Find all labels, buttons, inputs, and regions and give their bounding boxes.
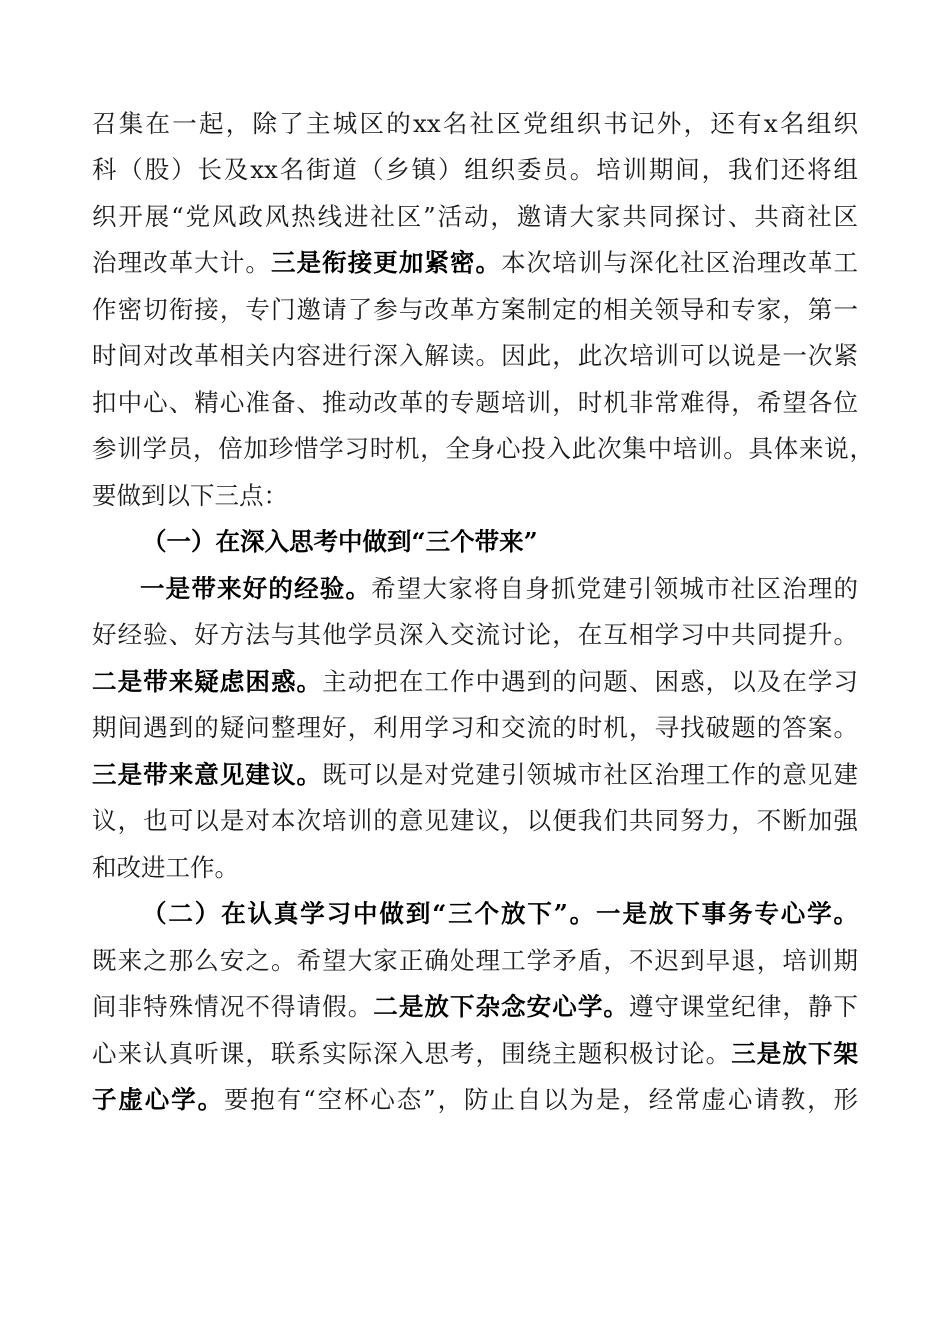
- point-heading: 子虚心学。: [92, 1085, 224, 1114]
- body-text-line: 要做到以下三点：: [92, 481, 288, 510]
- body-text-line: 织开展“党风政风热线进社区”活动，邀请大家共同探讨、共商社区: [92, 202, 858, 231]
- body-text-line: 既来之那么安之。希望大家正确处理工学矛盾，不迟到早退，培训期: [92, 946, 858, 975]
- point-heading: 三是衔接更加紧密。: [270, 248, 502, 277]
- body-text-line: 心来认真听课，联系实际深入思考，围绕主题积极讨论。三是放下架: [92, 1039, 859, 1068]
- body-text-line: 时间对改革相关内容进行深入解读。因此，此次培训可以说是一次紧: [92, 341, 858, 370]
- body-text-line: 治理改革大计。三是衔接更加紧密。本次培训与深化社区治理改革工: [92, 248, 859, 277]
- body-text-line: 作密切衔接，专门邀请了参与改革方案制定的相关领导和专家，第一: [92, 295, 858, 324]
- body-text-line: 二是带来疑虑困惑。主动把在工作中遇到的问题、困惑，以及在学习: [92, 667, 859, 696]
- body-text-line: 和改进工作。: [92, 853, 239, 882]
- body-text-line: 召集在一起，除了主城区的xx名社区党组织书记外，还有x名组织: [92, 109, 858, 138]
- section-heading-1: （一）在深入思考中做到“三个带来”: [142, 527, 538, 556]
- body-text-line: 参训学员，倍加珍惜学习时机，全身心投入此次集中培训。具体来说，: [92, 434, 874, 463]
- body-text-line: 好经验、好方法与其他学员深入交流讨论，在互相学习中共同提升。: [92, 620, 858, 649]
- body-text-line: 间非特殊情况不得请假。二是放下杂念安心学。遵守课堂纪律，静下: [92, 992, 859, 1021]
- section-heading-2: （二）在认真学习中做到“三个放下”。一是放下事务专心学。: [142, 899, 858, 928]
- point-heading: 一是带来好的经验。: [140, 574, 372, 603]
- body-text-line: 扣中心、精心准备、推动改革的专题培训，时机非常难得，希望各位: [92, 388, 858, 417]
- body-text-line: 科（股）长及xx名街道（乡镇）组织委员。培训期间，我们还将组: [92, 155, 858, 184]
- point-heading: 三是放下架: [731, 1039, 859, 1068]
- body-text-line: 三是带来意见建议。既可以是对党建引领城市社区治理工作的意见建: [92, 760, 859, 789]
- body-text-line: 议，也可以是对本次培训的意见建议，以便我们共同努力，不断加强: [92, 806, 858, 835]
- body-text-line: 一是带来好的经验。希望大家将自身抓党建引领城市社区治理的: [140, 574, 859, 603]
- body-text-line: 期间遇到的疑问整理好，利用学习和交流的时机，寻找破题的答案。: [92, 713, 858, 742]
- body-text-line: 子虚心学。要抱有“空杯心态”，防止自以为是，经常虚心请教，形: [92, 1085, 858, 1114]
- point-heading: 三是带来意见建议。: [92, 760, 323, 789]
- point-heading: 二是带来疑虑困惑。: [92, 667, 323, 696]
- point-heading: 二是放下杂念安心学。: [373, 992, 629, 1021]
